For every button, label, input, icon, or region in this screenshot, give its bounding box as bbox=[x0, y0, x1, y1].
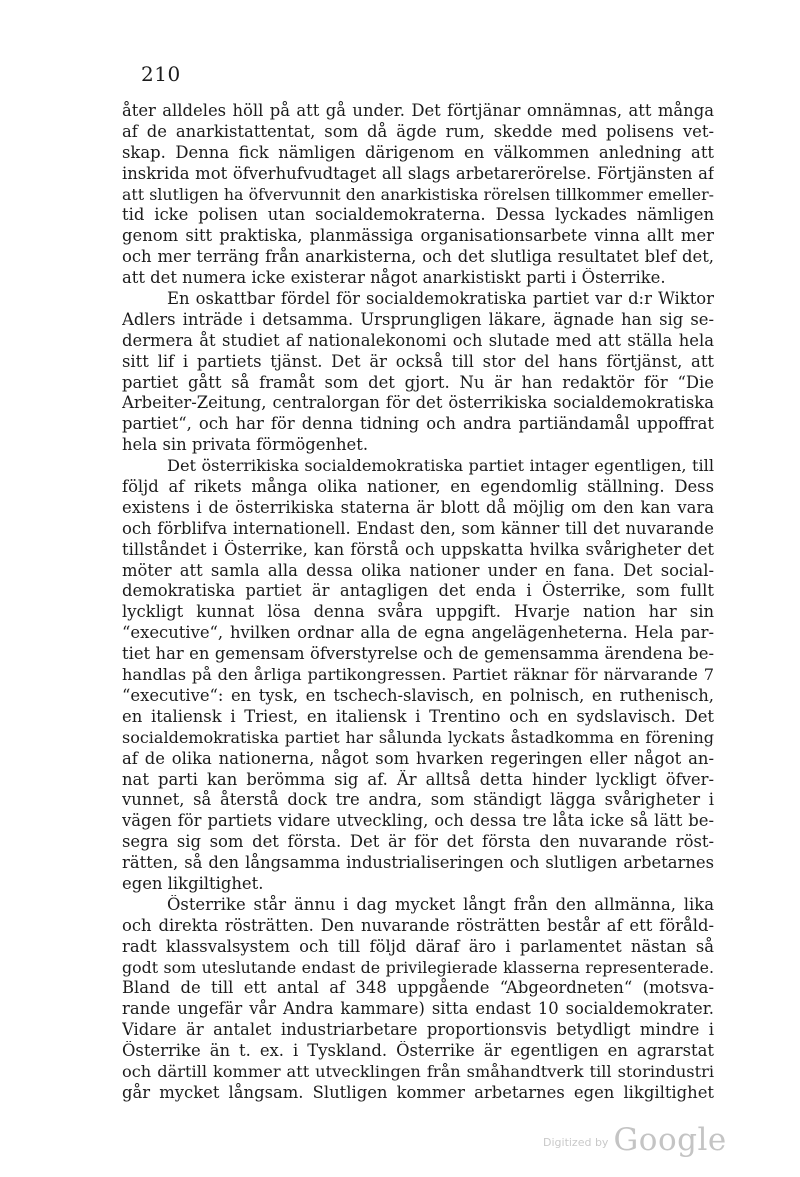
text-line: “executive“: en tysk, en tschech-slavisch, en polnisch, en ruthenisch, bbox=[122, 685, 714, 705]
text-line: socialdemokratiska partiet har sålunda lyckats åstadkomma en förening bbox=[122, 727, 714, 747]
text-line: Adlers inträde i detsamma. Ursprungligen läkare, ägnade han sig se- bbox=[122, 309, 714, 329]
text-line: och därtill kommer att utvecklingen från småhandtverk till storindustri bbox=[122, 1061, 714, 1081]
text-line: genom sitt praktiska, planmässiga organisationsarbete vinna allt mer bbox=[122, 226, 714, 246]
text-line: tid icke polisen utan socialdemokraterna. Dessa lyckades nämligen bbox=[122, 205, 714, 225]
text-line: åter alldeles höll på att gå under. Det förtjänar omnämnas, att många bbox=[122, 101, 714, 120]
text-line: och mer terräng från anarkisterna, och det slutliga resultatet blef det, bbox=[122, 247, 714, 267]
text-line: sitt lif i partiets tjänst. Det är också till stor del hans förtjänst, att bbox=[122, 351, 714, 371]
digitized-by-google-watermark bbox=[543, 1122, 727, 1158]
text-line: går mycket långsam. Slutligen kommer arbetarnes egen likgiltighet bbox=[122, 1082, 714, 1102]
text-line: existens i de österrikiska staterna är blott då möjlig om den kan vara bbox=[122, 497, 714, 517]
text-line: Österrike står ännu i dag mycket långt från den allmänna, lika bbox=[167, 894, 714, 914]
text-line: partiet gått så framåt som det gjort. Nu är han redaktör för “Die bbox=[122, 372, 714, 392]
text-line: och förblifva internationell. Endast den, som känner till det nuvarande bbox=[122, 518, 714, 538]
text-line: att slutligen ha öfvervunnit den anarkistiska rörelsen tillkommer emeller- bbox=[122, 184, 714, 204]
text-line: tillståndet i Österrike, kan förstå och uppskatta hvilka svårigheter det bbox=[122, 539, 714, 559]
text-line: “executive“, hvilken ordnar alla de egna angelägenheterna. Hela par- bbox=[122, 623, 714, 643]
text-line: Vidare är antalet industriarbetare proportionsvis betydligt mindre i bbox=[122, 1020, 714, 1040]
body-text bbox=[122, 101, 714, 1104]
text-line: vägen för partiets vidare utveckling, och dessa tre låta icke så lätt be- bbox=[122, 811, 714, 831]
text-line: handlas på den årliga partikongressen. Partiet räknar för närvarande 7 bbox=[122, 665, 714, 685]
text-line: och direkta rösträtten. Den nuvarande rösträtten består af ett föråld- bbox=[122, 915, 714, 935]
text-line: en italiensk i Triest, en italiensk i Trentino och en sydslavisch. Det bbox=[122, 706, 714, 726]
text-line: Österrike än t. ex. i Tyskland. Österrike är egentligen en agrarstat bbox=[122, 1041, 714, 1061]
text-line: lyckligt kunnat lösa denna svåra uppgift. Hvarje nation har sin bbox=[122, 602, 714, 622]
text-line: godt som uteslutande endast de privilegierade klasserna representerade. bbox=[122, 957, 714, 977]
text-line: möter att samla alla dessa olika nationer under en fana. Det social- bbox=[122, 560, 714, 580]
text-line: rande ungefär vår Andra kammare) sitta endast 10 socialdemokrater. bbox=[122, 999, 714, 1019]
text-line: följd af rikets många olika nationer, en egendomlig ställning. Dess bbox=[122, 477, 714, 497]
text-line: partiet“, och har för denna tidning och andra partiändamål uppoffrat bbox=[122, 414, 714, 434]
page-number: 210 bbox=[141, 62, 181, 86]
text-line: Bland de till ett antal af 348 uppgående “Abgeordneten“ (motsva- bbox=[122, 978, 714, 998]
text-line: radt klassvalsystem och till följd däraf äro i parlamentet nästan så bbox=[122, 936, 714, 956]
text-line: inskrida mot öfverhufvudtaget all slags arbetarerörelse. Förtjänsten af bbox=[122, 163, 714, 183]
text-line: En oskattbar fördel för socialdemokratiska partiet var d:r Wiktor bbox=[167, 289, 714, 309]
text-line: demokratiska partiet är antagligen det enda i Österrike, som fullt bbox=[122, 581, 714, 601]
text-line: egen likgiltighet. bbox=[122, 873, 264, 893]
text-line: af de anarkistattentat, som då ägde rum, skedde med polisens vet- bbox=[122, 121, 714, 141]
text-line: af de olika nationerna, något som hvarken regeringen eller något an- bbox=[122, 748, 714, 768]
text-line: segra sig som det första. Det är för det första den nuvarande röst- bbox=[122, 832, 714, 852]
google-logo: Google bbox=[613, 1122, 727, 1158]
text-line: rätten, så den långsamma industrialiseringen och slutligen arbetarnes bbox=[122, 853, 714, 873]
text-line: nat parti kan berömma sig af. Är alltså detta hinder lyckligt öfver- bbox=[122, 769, 714, 789]
text-line: hela sin privata förmögenhet. bbox=[122, 435, 369, 455]
watermark-prefix: Digitized by bbox=[543, 1136, 609, 1149]
text-line: Det österrikiska socialdemokratiska partiet intager egentligen, till bbox=[167, 456, 714, 476]
text-line: skap. Denna fick nämligen därigenom en välkommen anledning att bbox=[122, 142, 714, 162]
text-line: vunnet, så återstå dock tre andra, som ständigt lägga svårigheter i bbox=[122, 790, 714, 810]
text-line: dermera åt studiet af nationalekonomi och slutade med att ställa hela bbox=[122, 330, 714, 350]
text-line: tiet har en gemensam öfverstyrelse och de gemensamma ärendena be- bbox=[122, 644, 714, 664]
text-line: Arbeiter-Zeitung, centralorgan för det österrikiska socialdemokratiska bbox=[122, 393, 714, 413]
text-line: att det numera icke existerar något anarkistiskt parti i Österrike. bbox=[122, 268, 666, 288]
